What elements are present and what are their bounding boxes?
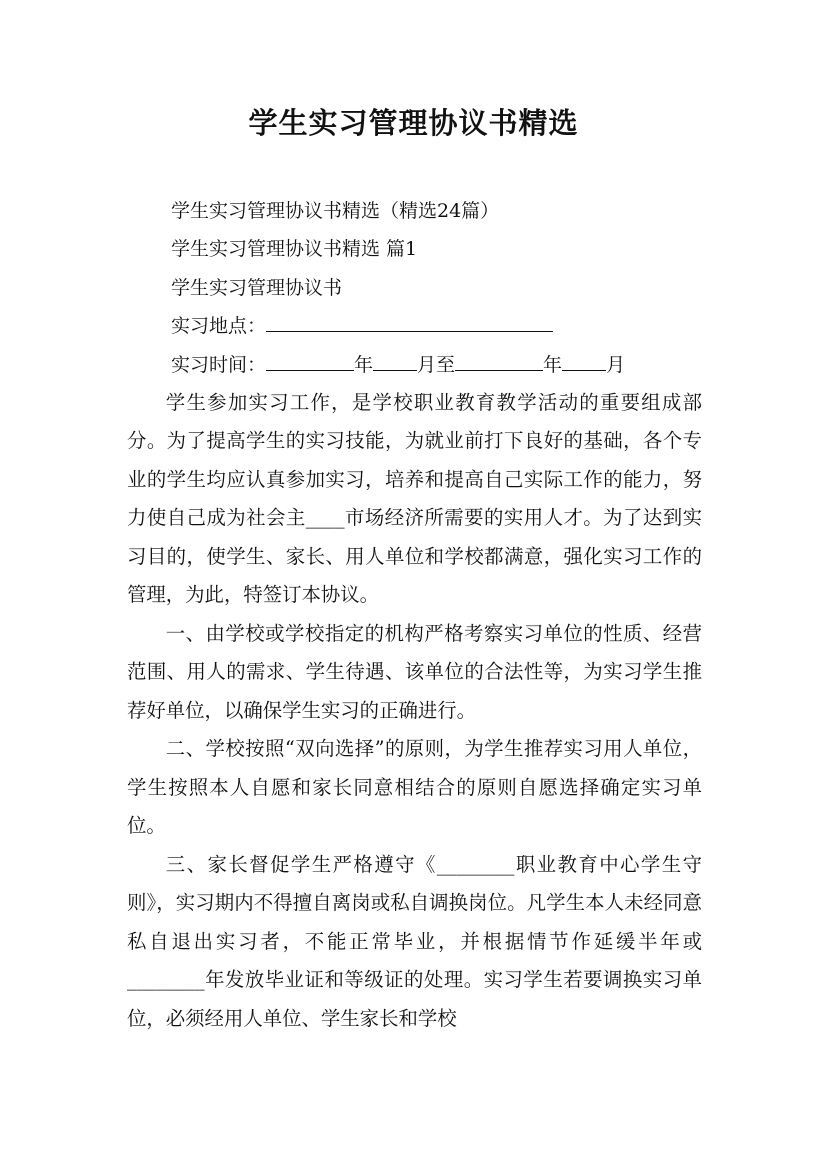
document-title: 学生实习管理协议书精选 — [248, 106, 579, 140]
intro-line: 学生实习管理协议书精选（精选24篇） — [171, 200, 500, 222]
time-year-label: 年 — [354, 353, 374, 376]
body-paragraph: 一、由学校或学校指定的机构严格考察实习单位的性质、经营范围、用人的需求、学生待遇、该单位的合法性等，为实习学生推荐好单位，以确保学生实习的正确进行。 — [127, 621, 702, 722]
body-paragraph: 三、家长督促学生严格遵守《________职业教育中心学生守则》，实习期内不得擅自离岗或私自调换岗位。凡学生本人未经同意私自退出实习者，不能正常毕业，并根据情节作延缓半年或________年发放毕业证和等级证的处理。实习学生若要调换实习单位，必须经用人单位、学生家长和学校 — [127, 852, 702, 1030]
location-line — [127, 307, 702, 345]
time-month-label: 月 — [606, 353, 626, 376]
time-month-label: 月至 — [417, 353, 456, 376]
end-year-blank — [455, 348, 543, 371]
time-year-label: 年 — [543, 353, 563, 376]
intro-line: 学生实习管理协议书 — [171, 276, 343, 299]
body-paragraph: 二、学校按照“双向选择”的原则，为学生推荐实习用人单位，学生按照本人自愿和家长同意相结合的原则自愿选择确定实习单位。 — [127, 737, 702, 838]
time-label: 实习时间： — [171, 353, 267, 376]
location-blank — [266, 309, 553, 332]
start-year-blank — [266, 348, 354, 371]
document-body — [127, 192, 702, 1038]
body-paragraph: 学生参加实习工作，是学校职业教育教学活动的重要组成部分。为了提高学生的实习技能，为就业前打下良好的基础，各个专业的学生均应认真参加实习，培养和提高自己实际工作的能力，努力使自己成为社会主____市场经济所需要的实用人才。为了达到实习目的，使学生、家长、用人单位和学校都满意，强化实习工作的管理，为此，特签订本协议。 — [127, 390, 702, 607]
time-line — [127, 346, 702, 384]
intro-line: 学生实习管理协议书精选 篇1 — [171, 238, 418, 261]
end-month-blank — [562, 348, 606, 371]
location-label: 实习地点： — [171, 315, 267, 338]
start-month-blank — [373, 348, 417, 371]
